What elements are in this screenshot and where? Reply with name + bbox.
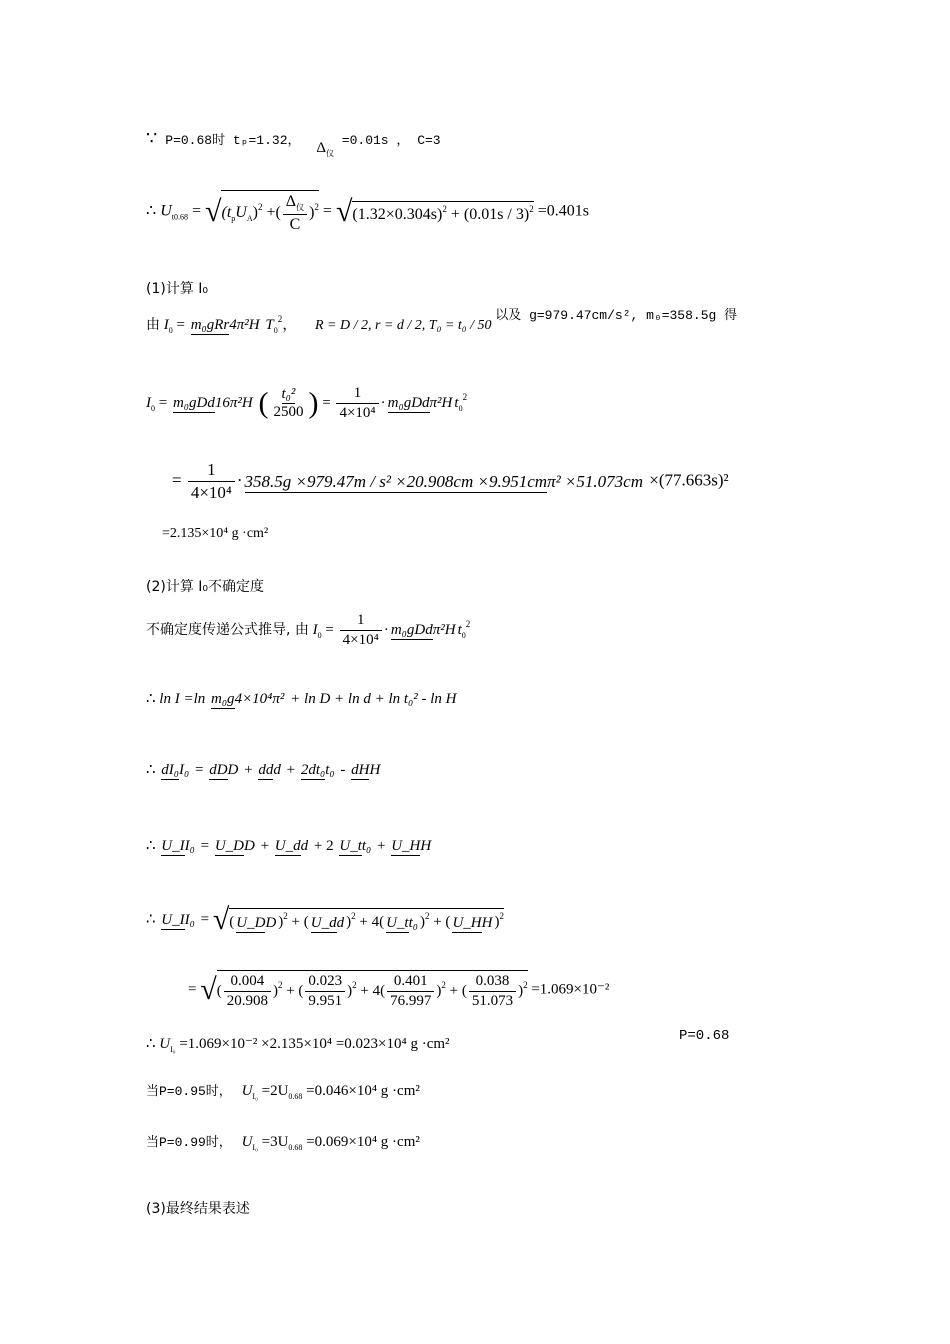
result-value: =0.401s [537, 202, 589, 220]
formula-text: I [312, 621, 318, 638]
formula-text: 不确定度传递公式推导, 由 [146, 621, 309, 638]
formula-text: = [172, 470, 182, 490]
fraction: $\frac{1}{\text{4×10⁴}}$ [340, 612, 382, 649]
formula-text: ln I =ln [159, 691, 206, 707]
fraction: $\frac{1}{\text{4×10⁴}}$ [188, 460, 235, 503]
fraction: m₀gDdπ²H [390, 622, 456, 638]
therefore-symbol: ∴ [146, 911, 156, 928]
section-heading-2: (2)计算 I₀不确定度 [146, 579, 265, 595]
fraction: ddd [258, 762, 281, 779]
formula-text: 0 [151, 403, 155, 413]
inertia-numeric: = $\frac{1}{\text{4×10⁴}}$ · 358.5g ×979.47m / s² ×20.908cm ×9.951cmπ² ×51.073cm ×(77.663s)² [172, 460, 729, 502]
formula-text: ×(77.663s)² [649, 470, 729, 490]
result-value: =1.069×10⁻² [531, 981, 610, 998]
formula-text: 由 [146, 317, 160, 333]
uncertainty-rss-formula: ∴ U_II₀ = √( U_DD )$^2$ + ( U_dd )$^2$ + 4( U_tt₀ )$^2$ + ( U_HH )$^2$ [146, 903, 504, 936]
formula-text: = [158, 394, 168, 411]
fraction: U_tt₀ [339, 838, 372, 855]
inertia-expanded: $I_0 = m_0gDd16\pi^2H$ ( $\frac{\text{t₀²}}{2500}$ ) = $\frac{1}{\text{4×10⁴}}$ · m₀gDdπ²H $t_0^2$ [146, 385, 468, 421]
differential-formula: ∴ dI₀I₀ = dDD + ddd + 2dt₀t₀ - dHH [146, 762, 381, 779]
formula-text: R = D / 2, r = d / 2, T₀ = t₀ / 50 [315, 318, 492, 333]
fraction: dHH [351, 762, 381, 779]
uncertainty-result-095: 当P=0.95时， $U_{I_0} =2U_{0.68} =0.046\times 10^4$ g ·cm² [146, 1083, 420, 1101]
formula-text: 当P=0.99时， [146, 1135, 232, 1150]
formula-text: 0 [273, 326, 278, 335]
sqrt-numeric: $√(1.32\times 0.304s)^2 + (0.01s / 3)^2$ [335, 195, 534, 228]
formula-text: 2 [277, 314, 283, 324]
formula-text: I [163, 317, 169, 333]
formula-text: I [146, 394, 151, 411]
formula-text: U [160, 202, 172, 220]
fraction: m₀gRr4π²H [190, 317, 260, 334]
confidence-note: P=0.68 [679, 1028, 730, 1044]
propagation-intro: 不确定度传递公式推导, 由 $I_0$ = $\frac{1}{\text{4×10⁴}}$ · m₀gDdπ²H $t_0^2$ [146, 612, 471, 648]
formula-text: T [265, 317, 274, 333]
section-heading-3: (3)最终结果表述 [146, 1201, 250, 1217]
inertia-definition [146, 308, 738, 335]
condition-rest: =0.01s ， C=3 [341, 133, 441, 148]
fraction: $\frac{1}{\text{4×10⁴}}$ [336, 385, 378, 422]
inertia-result: =2.135×10⁴ g ·cm² [162, 526, 269, 541]
formula-text: 以及 g=979.47cm/s², m₀=358.5g 得 [495, 308, 738, 323]
formula-text: =1.069×10⁻² ×2.135×10⁴ =0.023×10⁴ g ·cm² [179, 1036, 450, 1052]
formula-text: 0 [317, 630, 322, 640]
fraction: dDD [209, 762, 239, 779]
condition-line [146, 128, 441, 159]
fraction: m₀gDdπ²H [387, 395, 453, 411]
because-symbol: ∵ [146, 128, 158, 149]
sqrt-expression: $√(t_pU_A)^2$ +( $\frac{\Delta_仪}{C}$ )$^2$ [205, 190, 319, 234]
formula-text: + ln D + ln d + ln t₀² - ln H [290, 691, 457, 707]
fraction: dI₀I₀ [161, 762, 190, 779]
sqrt-numeric: √( $\frac{0.004}{20.908}$ )$^2$ + ( $\frac{0.023}{9.951}$ )$^2$ + 4( $\frac{0.401}{76.997}$ )$^2$ + ( $\frac{0.038}{51.073}$ )$^2$ [200, 970, 527, 1010]
fraction: U_II₀ [161, 911, 195, 928]
fraction: U_DD [214, 838, 255, 855]
formula-text: t0.68 [171, 212, 188, 222]
formula-text: = [325, 621, 334, 638]
therefore-symbol: ∴ [146, 202, 157, 220]
sqrt-expression: √( U_DD )$^2$ + ( U_dd )$^2$ + 4( U_tt₀ )$^2$ + ( U_HH )$^2$ [212, 903, 504, 936]
fraction: U_dd [274, 838, 309, 855]
log-formula [146, 689, 457, 708]
fraction: m₀g4×10⁴π² [211, 691, 285, 708]
fraction: m₀gDd16π²H [172, 395, 253, 411]
formula-text: = [191, 202, 202, 220]
formula-text: = [176, 317, 185, 333]
formula-text: = [322, 394, 331, 411]
fraction: 358.5g ×979.47m / s² ×20.908cm ×9.951cmπ² ×51.073cm [244, 471, 643, 491]
section-heading-1: (1)计算 I₀ [146, 281, 209, 297]
therefore-symbol: ∴ [146, 691, 156, 707]
uncertainty-t-formula [146, 190, 589, 234]
fraction: U_HH [391, 838, 432, 855]
fraction: 2dt₀t₀ [300, 762, 335, 779]
delta-instrument: $\Delta_仪$ [316, 140, 334, 159]
therefore-symbol: ∴ [146, 838, 156, 854]
therefore-symbol: ∴ [146, 762, 156, 778]
formula-text: ， [282, 317, 298, 333]
therefore-symbol: ∴ [146, 1036, 156, 1052]
formula-text: 当P=0.95时， [146, 1084, 232, 1099]
uncertainty-result-099: 当P=0.99时， $U_{I_0} =3U_{0.68} =0.069\times 10^4$ g ·cm² [146, 1134, 420, 1152]
fraction: U_II₀ [161, 838, 195, 855]
formula-text: 0 [168, 326, 173, 335]
uncertainty-linear-formula: ∴ U_II₀ = U_DD + U_dd + 2 U_tt₀ + U_HH [146, 838, 432, 855]
condition-text: P=0.68时 tₚ=1.32， [165, 133, 301, 148]
uncertainty-rss-numeric: = √( $\frac{0.004}{20.908}$ )$^2$ + ( $\frac{0.023}{9.951}$ )$^2$ + 4( $\frac{0.401}{76.997}$ )$^2$ + ( $\frac{0.038}{51.073}$ )$^2$ =1.069×10⁻² [188, 970, 609, 1010]
formula-text: = [322, 202, 332, 220]
uncertainty-result-068: ∴ $U_{I_0} =1.069\times 10^{-2} \times 2.135\times 10^4 =0.023\times 10^4$ g ·cm² [146, 1036, 450, 1054]
fraction: $\frac{\text{t₀²}}{2500}$ [273, 386, 304, 420]
